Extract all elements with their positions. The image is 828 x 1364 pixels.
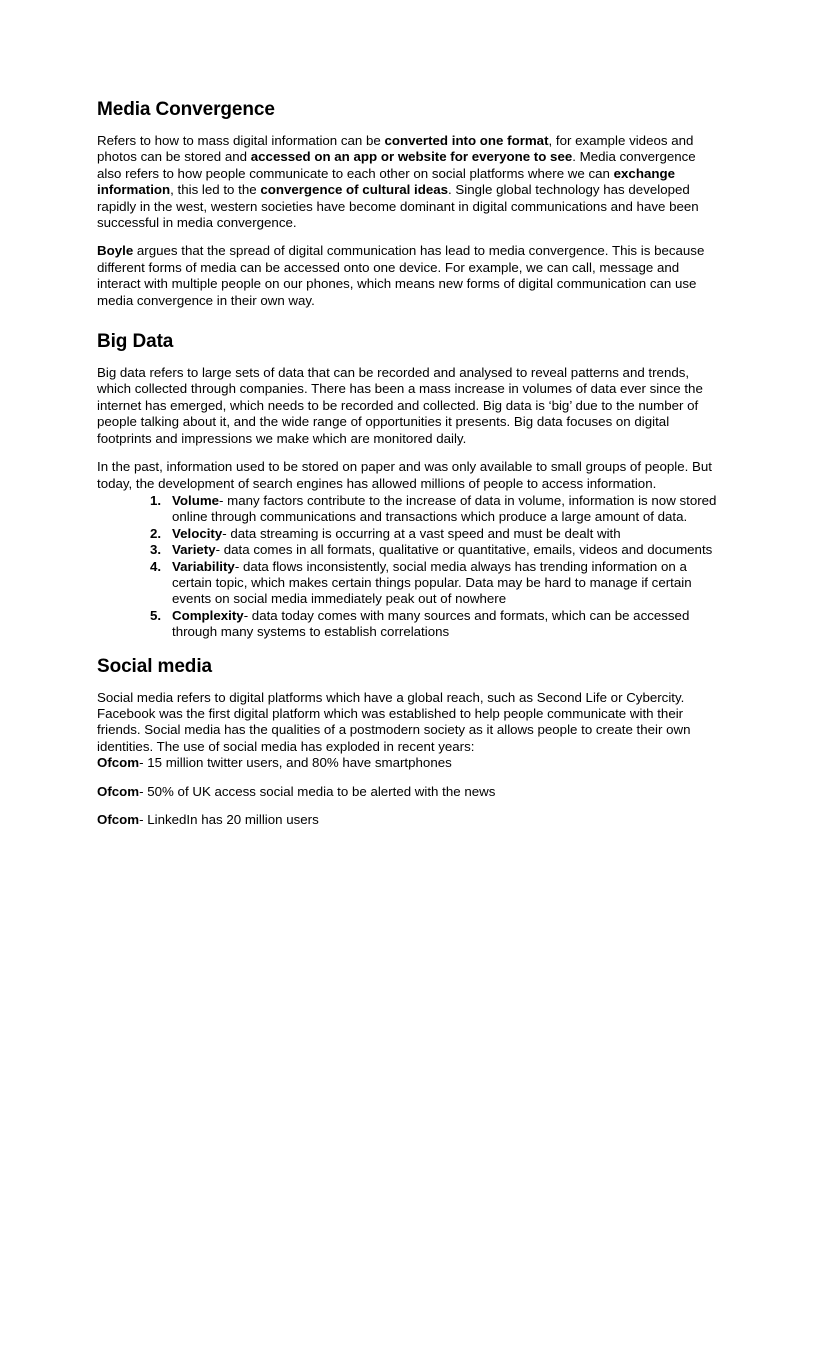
bold-run: Ofcom [97,812,140,827]
list-item [150,559,723,608]
text-run: Refers to how to mass digital information can be [97,133,385,148]
section-heading-social-media: Social media [97,655,212,677]
ofcom-stat-line [97,755,723,771]
bold-run: Ofcom [97,755,140,771]
text-run: - many factors contribute to the increase of data in volume, information is now stored online through communications and transactions which produce a large amount of data. [172,492,717,525]
paragraph [97,365,723,447]
section-heading-media-convergence: Media Convergence [97,99,275,120]
ofcom-statistics [97,755,723,828]
bold-run: Velocity [172,525,223,541]
bold-run: convergence of cultural ideas [260,182,449,198]
text-run: In the past, information used to be stored on paper and was only available to small groups of people. But today, the development of search engines has allowed millions of people to access information. [97,459,712,491]
section-body-media-convergence [97,133,723,309]
ofcom-stat-line [97,784,723,800]
list-item [150,542,723,558]
text-run: - data today comes with many sources and formats, which can be accessed through many systems to establish correlations [172,607,690,640]
text-run: , this led to the [170,182,261,198]
bold-run: Ofcom [97,783,140,799]
text-run: , for example videos and photos can be stored and [97,133,694,165]
section-body-big-data [97,365,723,492]
bold-run: exchange information [97,165,675,198]
paragraph [97,459,723,492]
text-run: - data comes in all formats, qualitative or quantitative, emails, videos and documents [215,542,713,558]
list-item [150,526,723,542]
text-run: - 50% of UK access social media to be alerted with the news [139,783,496,799]
text-run: - data flows inconsistently, social media always has trending information on a certain topic, which makes certain things popular. Data may be hard to manage if certain events on social media immediately peak out of nowhere [172,558,692,607]
bold-run: converted into one format [384,133,549,148]
bold-run: Variability [172,558,235,574]
section-body-social-media [97,690,723,756]
bold-run: Volume [172,492,220,508]
text-run: argues that the spread of digital communication has lead to media convergence. This is because different forms of media can be accessed onto one device. For example, we can call, message and interact with multiple people on our phones, which means new forms of digital communication can use media convergence in their own way. [97,243,705,308]
bold-run: accessed on an app or website for everyone to see [250,149,573,165]
list-item [150,608,723,641]
bold-run: Boyle [97,243,134,259]
ofcom-stat-line [97,812,723,828]
paragraph [97,133,723,231]
text-run: . Media convergence also refers to how people communicate to each other on social platforms where we can [97,149,696,181]
bold-run: Complexity [172,607,244,623]
paragraph [97,690,723,756]
big-data-characteristics-list [97,493,723,641]
text-run: Big data refers to large sets of data that can be recorded and analysed to reveal patterns and trends, which collected through companies. There has been a mass increase in volumes of data ever since the internet has emerged, which needs to be recorded and collected. Big data is ‘big’ due to the number of people talking about it, and the wide range of opportunities it presents. Big data focuses on digital footprints and impressions we make which are monitored daily. [97,365,703,446]
bold-run: Variety [172,542,216,558]
text-run: . Single global technology has developed rapidly in the west, western societies have become dominant in digital communications and have been successful in media convergence. [97,182,699,231]
section-heading-big-data: Big Data [97,331,174,353]
text-run: - data streaming is occurring at a vast speed and must be dealt with [222,525,621,541]
list-item [150,493,723,526]
text-run: Social media refers to digital platforms which have a global reach, such as Second Life or Cybercity. Facebook was the first digital platform which was established to help people communicate with their friends. Social media has the qualities of a postmodern society as it allows people to create their own identities. The use of social media has exploded in recent years: [97,689,691,754]
text-run: - 15 million twitter users, and 80% have smartphones [139,755,452,771]
text-run: - LinkedIn has 20 million users [139,812,319,827]
paragraph [97,243,723,309]
